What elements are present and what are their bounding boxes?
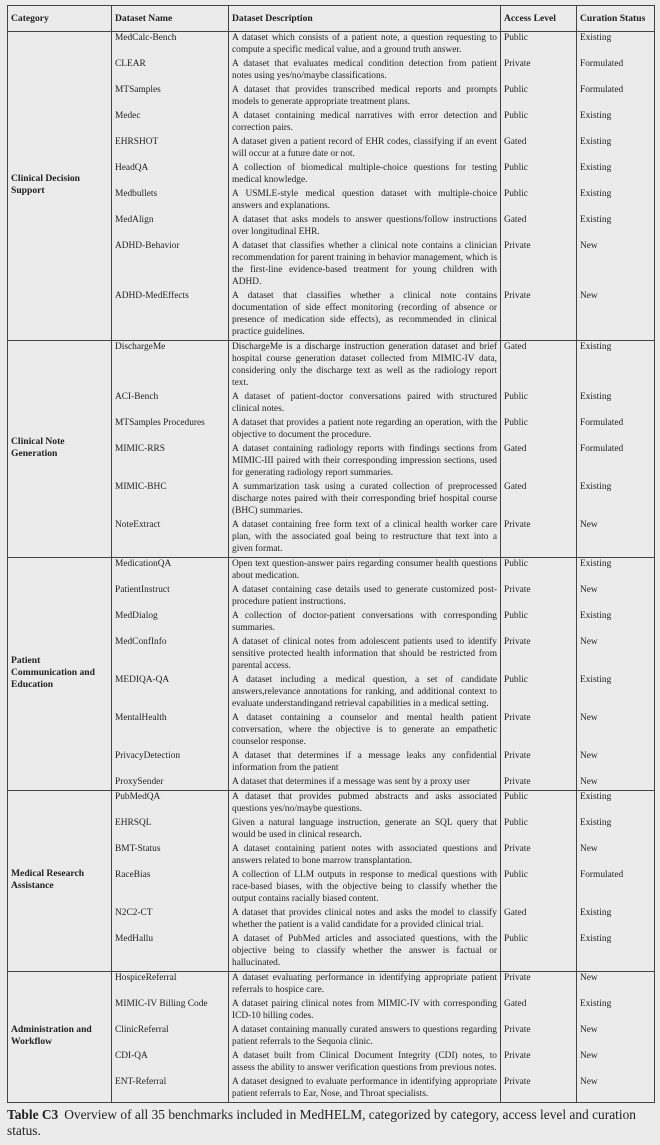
- curation-status-cell: Existing: [577, 136, 655, 162]
- dataset-name-cell: PatientInstruct: [112, 584, 229, 610]
- access-level-cell: Public: [501, 869, 577, 907]
- curation-status-cell: Existing: [577, 162, 655, 188]
- dataset-name-cell: ACI-Bench: [112, 391, 229, 417]
- description-cell: A dataset containing a counselor and mental health patient conversation, where the objective is to generate an empathetic counselor response.: [229, 712, 501, 750]
- access-level-cell: Public: [501, 188, 577, 214]
- description-cell: A dataset containing patient notes with associated questions and answers related to bone marrow transplantation.: [229, 843, 501, 869]
- dataset-name-cell: MedConfInfo: [112, 636, 229, 674]
- access-level-cell: Gated: [501, 443, 577, 481]
- description-cell: A dataset containing free form text of a clinical health worker care plan, with the associated goal being to restructure that text into a given format.: [229, 519, 501, 558]
- dataset-name-cell: PrivacyDetection: [112, 750, 229, 776]
- access-level-cell: Private: [501, 290, 577, 341]
- category-group: [8, 791, 655, 972]
- curation-status-cell: New: [577, 712, 655, 750]
- access-level-cell: Private: [501, 750, 577, 776]
- header-description: Dataset Description: [229, 6, 501, 32]
- description-cell: A collection of doctor-patient conversations with corresponding summaries.: [229, 610, 501, 636]
- description-cell: A dataset of PubMed articles and associated questions, with the objective being to classify whether the answer is factual or hallucinated.: [229, 933, 501, 972]
- dataset-name-cell: MedCalc-Bench: [112, 32, 229, 59]
- curation-status-cell: Existing: [577, 481, 655, 519]
- description-cell: DischargeMe is a discharge instruction generation dataset and brief hospital course generation dataset collected from MIMIC-IV data, considering only the discharge text as well as the radiology report text.: [229, 341, 501, 392]
- description-cell: A dataset built from Clinical Document Integrity (CDI) notes, to assess the ability to answer verification questions from previous notes.: [229, 1050, 501, 1076]
- curation-status-cell: Existing: [577, 933, 655, 972]
- description-cell: A dataset containing manually curated answers to questions regarding patient referrals to the Sequoia clinic.: [229, 1024, 501, 1050]
- category-cell: Clinical Decision Support: [8, 32, 112, 341]
- curation-status-cell: Formulated: [577, 84, 655, 110]
- category-group: [8, 558, 655, 791]
- curation-status-cell: New: [577, 750, 655, 776]
- description-cell: A dataset evaluating performance in identifying appropriate patient referrals to hospice care.: [229, 972, 501, 999]
- description-cell: A dataset that provides pubmed abstracts and asks associated questions yes/no/maybe questions.: [229, 791, 501, 818]
- curation-status-cell: Existing: [577, 998, 655, 1024]
- description-cell: A dataset including a medical question, a set of candidate answers,relevance annotations for ranking, and additional context to evaluate understandingand retrieval capabilities in a medical setting.: [229, 674, 501, 712]
- header-access-level: Access Level: [501, 6, 577, 32]
- description-cell: Open text question-answer pairs regarding consumer health questions about medication.: [229, 558, 501, 585]
- dataset-name-cell: RaceBias: [112, 869, 229, 907]
- access-level-cell: Private: [501, 1076, 577, 1103]
- dataset-name-cell: MIMIC-RRS: [112, 443, 229, 481]
- dataset-name-cell: Medbullets: [112, 188, 229, 214]
- access-level-cell: Public: [501, 610, 577, 636]
- curation-status-cell: Existing: [577, 214, 655, 240]
- curation-status-cell: Existing: [577, 558, 655, 585]
- dataset-name-cell: MedAlign: [112, 214, 229, 240]
- curation-status-cell: New: [577, 519, 655, 558]
- access-level-cell: Public: [501, 84, 577, 110]
- curation-status-cell: New: [577, 972, 655, 999]
- dataset-name-cell: HeadQA: [112, 162, 229, 188]
- access-level-cell: Private: [501, 519, 577, 558]
- table-caption: [7, 1107, 654, 1139]
- benchmarks-table: [7, 5, 655, 1103]
- description-cell: A dataset that determines if a message leaks any confidential information from the patient: [229, 750, 501, 776]
- curation-status-cell: New: [577, 843, 655, 869]
- curation-status-cell: New: [577, 1050, 655, 1076]
- description-cell: A dataset of clinical notes from adolescent patients used to identify sensitive protected health information that should be restricted from parental access.: [229, 636, 501, 674]
- description-cell: A dataset given a patient record of EHR codes, classifying if an event will occur at a future date or not.: [229, 136, 501, 162]
- description-cell: A collection of LLM outputs in response to medical questions with race-based biases, with the objective being to classify whether the output contains racially biased content.: [229, 869, 501, 907]
- curation-status-cell: Formulated: [577, 417, 655, 443]
- dataset-name-cell: MIMIC-IV Billing Code: [112, 998, 229, 1024]
- curation-status-cell: New: [577, 1076, 655, 1103]
- description-cell: A dataset that determines if a message was sent by a proxy user: [229, 776, 501, 791]
- curation-status-cell: Existing: [577, 110, 655, 136]
- dataset-name-cell: BMT-Status: [112, 843, 229, 869]
- description-cell: A USMLE-style medical question dataset with multiple-choice answers and explanations.: [229, 188, 501, 214]
- description-cell: A dataset that provides a patient note regarding an operation, with the objective to document the procedure.: [229, 417, 501, 443]
- curation-status-cell: Formulated: [577, 869, 655, 907]
- dataset-name-cell: MTSamples Procedures: [112, 417, 229, 443]
- dataset-name-cell: ENT-Referral: [112, 1076, 229, 1103]
- access-level-cell: Private: [501, 58, 577, 84]
- description-cell: A dataset that provides clinical notes and asks the model to classify whether the patient is a valid candidate for a provided clinical trial.: [229, 907, 501, 933]
- dataset-name-cell: ProxySender: [112, 776, 229, 791]
- dataset-name-cell: MentalHealth: [112, 712, 229, 750]
- access-level-cell: Public: [501, 558, 577, 585]
- category-group: [8, 972, 655, 1103]
- description-cell: A dataset that asks models to answer questions/follow instructions over longitudinal EHR.: [229, 214, 501, 240]
- description-cell: A dataset which consists of a patient note, a question requesting to compute a specific medical value, and a ground truth answer.: [229, 32, 501, 59]
- description-cell: A collection of biomedical multiple-choice questions for testing medical knowledge.: [229, 162, 501, 188]
- description-cell: A dataset designed to evaluate performance in identifying appropriate patient referrals to Ear, Nose, and Throat specialists.: [229, 1076, 501, 1103]
- dataset-name-cell: ADHD-Behavior: [112, 240, 229, 290]
- category-cell: Clinical Note Generation: [8, 341, 112, 558]
- dataset-name-cell: CDI-QA: [112, 1050, 229, 1076]
- dataset-name-cell: N2C2-CT: [112, 907, 229, 933]
- access-level-cell: Private: [501, 776, 577, 791]
- access-level-cell: Gated: [501, 341, 577, 392]
- access-level-cell: Public: [501, 110, 577, 136]
- access-level-cell: Public: [501, 162, 577, 188]
- curation-status-cell: New: [577, 584, 655, 610]
- curation-status-cell: Existing: [577, 907, 655, 933]
- curation-status-cell: New: [577, 636, 655, 674]
- access-level-cell: Public: [501, 32, 577, 59]
- access-level-cell: Private: [501, 1050, 577, 1076]
- description-cell: A summarization task using a curated collection of preprocessed discharge notes paired with their corresponding brief hospital course (BHC) summaries.: [229, 481, 501, 519]
- access-level-cell: Gated: [501, 907, 577, 933]
- curation-status-cell: New: [577, 1024, 655, 1050]
- dataset-name-cell: HospiceReferral: [112, 972, 229, 999]
- header-dataset-name: Dataset Name: [112, 6, 229, 32]
- table-row: [8, 558, 655, 585]
- curation-status-cell: Existing: [577, 341, 655, 392]
- category-cell: Medical Research Assistance: [8, 791, 112, 972]
- dataset-name-cell: MedicationQA: [112, 558, 229, 585]
- category-group: [8, 341, 655, 558]
- access-level-cell: Gated: [501, 136, 577, 162]
- caption-text: Overview of all 35 benchmarks included in MedHELM, categorized by category, access level and curation status.: [7, 1107, 636, 1138]
- dataset-name-cell: EHRSQL: [112, 817, 229, 843]
- curation-status-cell: Existing: [577, 674, 655, 712]
- dataset-name-cell: Medec: [112, 110, 229, 136]
- dataset-name-cell: MedHallu: [112, 933, 229, 972]
- description-cell: A dataset of patient-doctor conversations paired with structured clinical notes.: [229, 391, 501, 417]
- access-level-cell: Public: [501, 417, 577, 443]
- curation-status-cell: New: [577, 240, 655, 290]
- table-row: [8, 32, 655, 59]
- access-level-cell: Public: [501, 791, 577, 818]
- curation-status-cell: New: [577, 776, 655, 791]
- access-level-cell: Private: [501, 712, 577, 750]
- description-cell: A dataset pairing clinical notes from MIMIC-IV with corresponding ICD-10 billing codes.: [229, 998, 501, 1024]
- dataset-name-cell: MedDialog: [112, 610, 229, 636]
- access-level-cell: Public: [501, 817, 577, 843]
- curation-status-cell: Formulated: [577, 58, 655, 84]
- dataset-name-cell: ADHD-MedEffects: [112, 290, 229, 341]
- table-row: [8, 791, 655, 818]
- curation-status-cell: Existing: [577, 791, 655, 818]
- curation-status-cell: Existing: [577, 817, 655, 843]
- caption-label: Table C3: [7, 1107, 59, 1122]
- description-cell: A dataset that evaluates medical condition detection from patient notes using yes/no/maybe classifications.: [229, 58, 501, 84]
- dataset-name-cell: EHRSHOT: [112, 136, 229, 162]
- dataset-name-cell: NoteExtract: [112, 519, 229, 558]
- access-level-cell: Public: [501, 674, 577, 712]
- curation-status-cell: Existing: [577, 188, 655, 214]
- dataset-name-cell: MIMIC-BHC: [112, 481, 229, 519]
- access-level-cell: Private: [501, 972, 577, 999]
- access-level-cell: Private: [501, 240, 577, 290]
- header-category: Category: [8, 6, 112, 32]
- header-curation-status: Curation Status: [577, 6, 655, 32]
- category-cell: Administration and Workflow: [8, 972, 112, 1103]
- dataset-name-cell: MEDIQA-QA: [112, 674, 229, 712]
- access-level-cell: Gated: [501, 998, 577, 1024]
- access-level-cell: Private: [501, 636, 577, 674]
- dataset-name-cell: MTSamples: [112, 84, 229, 110]
- access-level-cell: Gated: [501, 214, 577, 240]
- description-cell: A dataset containing case details used to generate customized post-procedure patient instructions.: [229, 584, 501, 610]
- access-level-cell: Private: [501, 584, 577, 610]
- curation-status-cell: Existing: [577, 610, 655, 636]
- description-cell: A dataset containing radiology reports with findings sections from MIMIC-III paired with their corresponding impression sections, used for generating radiology report summaries.: [229, 443, 501, 481]
- description-cell: A dataset that provides transcribed medical reports and prompts models to generate appropriate treatment plans.: [229, 84, 501, 110]
- dataset-name-cell: PubMedQA: [112, 791, 229, 818]
- dataset-name-cell: DischargeMe: [112, 341, 229, 392]
- access-level-cell: Private: [501, 843, 577, 869]
- curation-status-cell: Formulated: [577, 443, 655, 481]
- access-level-cell: Public: [501, 933, 577, 972]
- category-group: [8, 32, 655, 341]
- description-cell: A dataset that classifies whether a clinical note contains a clinician recommendation for parent training in behavior management, which is the first-line evidence-based treatment for young children with ADHD.: [229, 240, 501, 290]
- header-row: [8, 6, 655, 32]
- curation-status-cell: New: [577, 290, 655, 341]
- dataset-name-cell: CLEAR: [112, 58, 229, 84]
- table-row: [8, 972, 655, 999]
- table-row: [8, 341, 655, 392]
- curation-status-cell: Existing: [577, 32, 655, 59]
- curation-status-cell: Existing: [577, 391, 655, 417]
- dataset-name-cell: ClinicReferral: [112, 1024, 229, 1050]
- access-level-cell: Gated: [501, 481, 577, 519]
- access-level-cell: Public: [501, 391, 577, 417]
- access-level-cell: Private: [501, 1024, 577, 1050]
- category-cell: Patient Communication and Education: [8, 558, 112, 791]
- description-cell: A dataset that classifies whether a clinical note contains documentation of side effect monitoring (recording of absence or presence of medication side effects), as recommended in clinical practice guidelines.: [229, 290, 501, 341]
- description-cell: A dataset containing medical narratives with error detection and correction pairs.: [229, 110, 501, 136]
- description-cell: Given a natural language instruction, generate an SQL query that would be used in clinical research.: [229, 817, 501, 843]
